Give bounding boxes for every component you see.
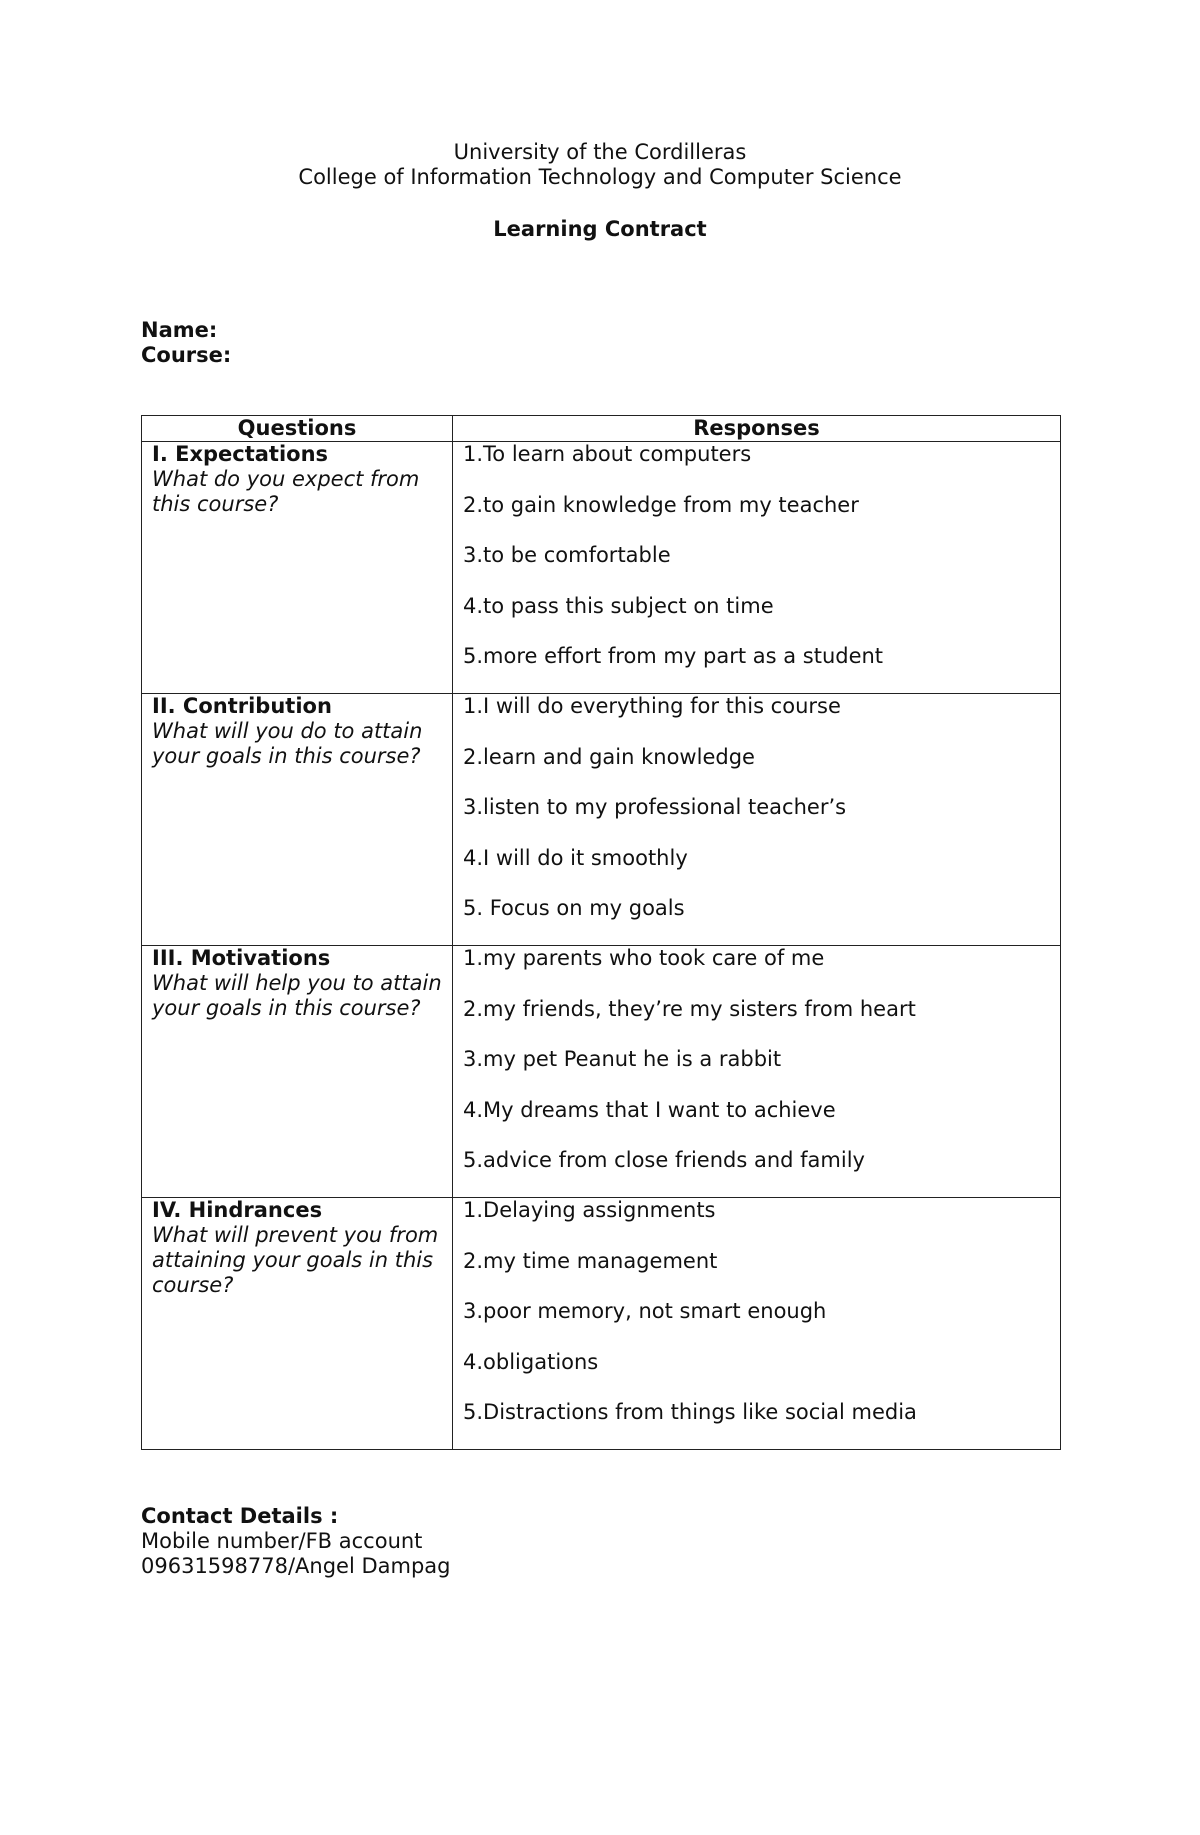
response-item: 5.more effort from my part as a student	[463, 644, 884, 668]
learning-contract-table	[141, 415, 1061, 1450]
contact-details	[141, 1504, 451, 1579]
question-text: What will you do to attain your goals in this course?	[152, 719, 423, 768]
question-title: I. Expectations	[152, 442, 329, 466]
question-title: IV. Hindrances	[152, 1198, 323, 1222]
response-item: 1.To learn about computers	[463, 442, 752, 466]
student-fields	[141, 318, 231, 368]
responses-cell	[453, 694, 1061, 946]
response-item: 3.listen to my professional teacher’s	[463, 795, 847, 819]
contact-label: Mobile number/FB account	[141, 1529, 423, 1553]
response-item: 4.obligations	[463, 1349, 599, 1374]
response-item: 5.advice from close friends and family	[463, 1148, 865, 1172]
document-header	[0, 140, 1200, 190]
table-row-motivations	[142, 946, 1061, 1198]
name-label: Name:	[141, 318, 218, 342]
question-text: What will prevent you from attaining your goals in this course?	[152, 1223, 439, 1297]
question-title: II. Contribution	[152, 694, 332, 718]
question-cell	[142, 442, 453, 694]
response-item: 2.to gain knowledge from my teacher	[463, 492, 859, 517]
response-item: 2.my time management	[463, 1248, 718, 1273]
response-item: 3.poor memory, not smart enough	[463, 1299, 827, 1323]
responses-cell	[453, 1198, 1061, 1450]
question-text: What will help you to attain your goals in this course?	[152, 971, 442, 1020]
college-name: College of Information Technology and Computer Science	[298, 165, 902, 189]
table-row-contribution	[142, 694, 1061, 946]
response-item: 1.I will do everything for this course	[463, 694, 841, 718]
question-cell	[142, 946, 453, 1198]
table-row-expectations	[142, 442, 1061, 694]
response-item: 4.to pass this subject on time	[463, 593, 774, 618]
questions-column-header: Questions	[142, 416, 453, 442]
table-row-hindrances	[142, 1198, 1061, 1450]
document-title: Learning Contract	[493, 217, 707, 241]
contact-heading: Contact Details :	[141, 1504, 339, 1528]
contact-value: 09631598778/Angel Dampag	[141, 1554, 451, 1578]
question-cell	[142, 1198, 453, 1450]
response-item: 2.my friends, they’re my sisters from heart	[463, 996, 916, 1021]
question-title: III. Motivations	[152, 946, 331, 970]
question-text: What do you expect from this course?	[152, 467, 420, 516]
question-cell	[142, 694, 453, 946]
response-item: 2.learn and gain knowledge	[463, 744, 755, 769]
course-label: Course:	[141, 343, 232, 367]
response-item: 5.Distractions from things like social media	[463, 1400, 917, 1424]
response-item: 3.to be comfortable	[463, 543, 671, 567]
response-item: 1.my parents who took care of me	[463, 946, 825, 970]
response-item: 5. Focus on my goals	[463, 896, 685, 920]
table-header-row	[142, 416, 1061, 442]
responses-cell	[453, 442, 1061, 694]
university-name: University of the Cordilleras	[453, 140, 747, 164]
responses-cell	[453, 946, 1061, 1198]
response-item: 1.Delaying assignments	[463, 1198, 716, 1222]
responses-column-header: Responses	[453, 416, 1061, 442]
response-item: 4.I will do it smoothly	[463, 845, 688, 870]
response-item: 4.My dreams that I want to achieve	[463, 1097, 836, 1122]
response-item: 3.my pet Peanut he is a rabbit	[463, 1047, 782, 1071]
